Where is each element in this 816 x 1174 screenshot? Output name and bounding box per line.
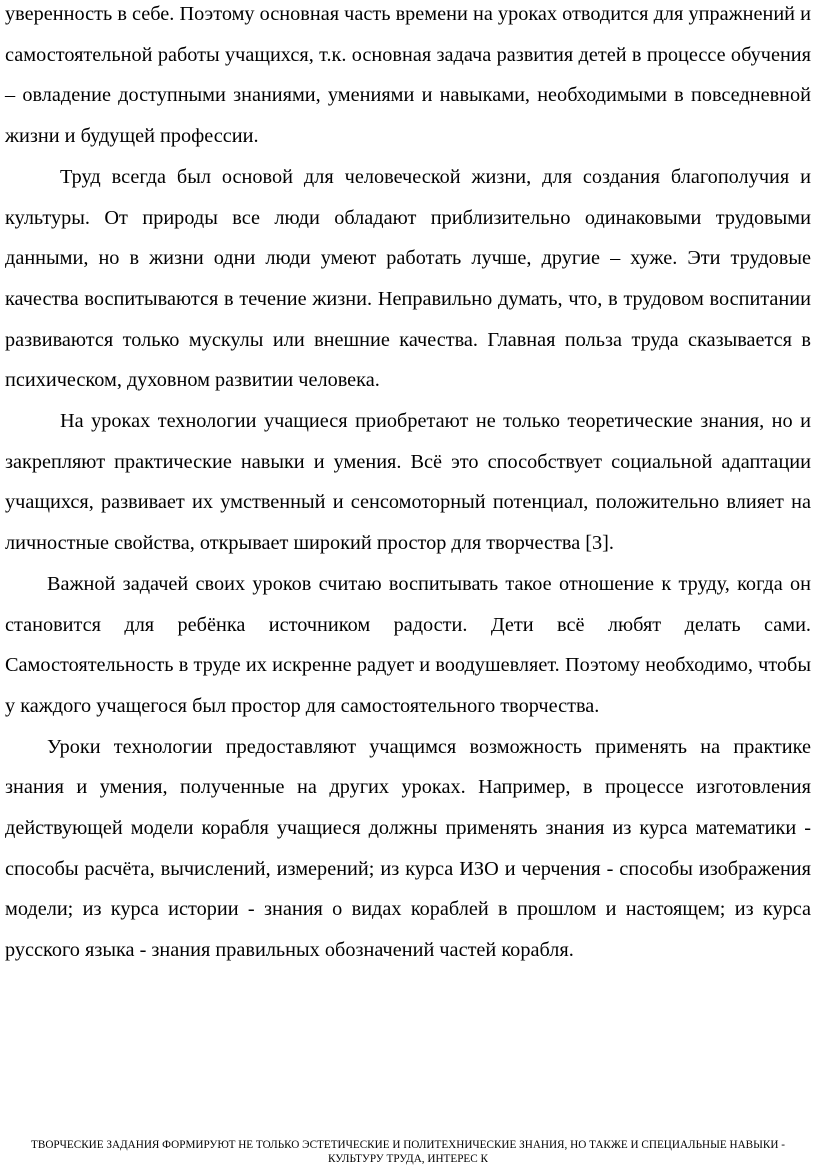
- footer-line-2: КУЛЬТУРУ ТРУДА, ИНТЕРЕС К: [328, 1153, 488, 1165]
- paragraph-important-task: Важной задачей своих уроков считаю воспитывать такое отношение к труду, когда он становится для ребёнка источником радости. Дети всё любят делать сами. Самостоятельность в труде их искренне радует и воодушевляет. Поэтому необходимо, чтобы у каждого учащегося был простор для самостоятельного творчества.: [5, 572, 811, 717]
- page-footer: [0, 1138, 816, 1166]
- document-body: [5, 0, 811, 971]
- paragraph-labor-basis: Труд всегда был основой для человеческой жизни, для создания благополучия и культуры. От природы все люди обладают приблизительно одинаковыми трудовыми данными, но в жизни одни люди умеют работать лучше, другие – хуже. Эти трудовые качества воспитываются в течение жизни. Неправильно думать, что, в трудовом воспитании развиваются только мускулы или внешние качества. Главная польза труда сказывается в психическом, духовном развитии человека.: [5, 165, 811, 392]
- paragraph-technology-lessons: На уроках технологии учащиеся приобретают не только теоретические знания, но и закрепляют практические навыки и умения. Всё это способствует социальной адаптации учащихся, развивает их умственный и сенсомоторный потенциал, положительно влияет на личностные свойства, открывает широкий простор для творчества [3].: [5, 410, 811, 555]
- paragraph-interdisciplinary: Уроки технологии предоставляют учащимся возможность применять на практике знания и умения, полученные на других уроках. Например, в процессе изготовления действующей модели корабля учащиеся должны применять знания из курса математики - способы расчёта, вычислений, измерений; из курса ИЗО и черчения - способы изображения модели; из курса истории - знания о видах кораблей в прошлом и настоящем; из курса русского языка - знания правильных обозначений частей корабля.: [5, 735, 811, 962]
- footer-line-1: ТВОРЧЕСКИЕ ЗАДАНИЯ ФОРМИРУЮТ НЕ ТОЛЬКО ЭСТЕТИЧЕСКИЕ И ПОЛИТЕХНИЧЕСКИЕ ЗНАНИЯ, НО ТАКЖЕ И СПЕЦИАЛЬНЫЕ НАВЫКИ -: [31, 1139, 785, 1151]
- paragraph-continuation: уверенность в себе. Поэтому основная часть времени на уроках отводится для упражнений и самостоятельной работы учащихся, т.к. основная задача развития детей в процессе обучения – овладение доступными знаниями, умениями и навыками, необходимыми в повседневной жизни и будущей профессии.: [5, 3, 811, 148]
